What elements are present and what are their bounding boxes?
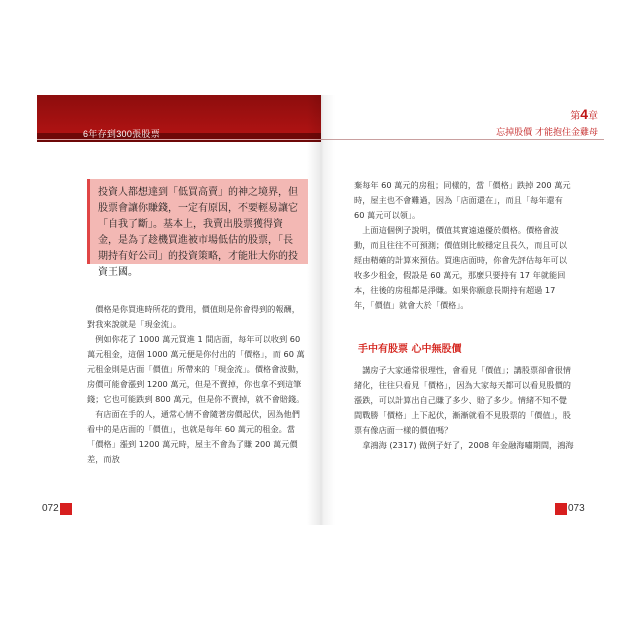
page-number-right: 073 [568, 503, 585, 514]
paragraph: 拿鴻海 (2317) 做例子好了，2008 年金融海嘯期間，鴻海 [362, 440, 574, 450]
paragraph: 例如你花了 1000 萬元買進 1 間店面，每年可以收到 60 萬元租金，這個 1000 萬元便是你付出的「價格」，而 60 萬元租金則是店面「價值」所帶來的「現金流」。價格會波動，房價可能會漲到 1200 萬元，但是不賣掉，你也拿不到這筆錢；它也可能跌到 800 萬元，但是你不賣掉，就不會賠錢。 [87, 334, 305, 404]
paragraph: 棄每年 60 萬元的房租；同樣的，當「價格」跌掉 200 萬元時，屋主也不會難過，因為「店面還在」，而且「每年還有 60 萬元可以領」。 [354, 180, 571, 220]
page-number-left: 072 [42, 503, 59, 514]
chapter-number: 4 [580, 106, 588, 122]
chapter-prefix: 第 [570, 111, 581, 122]
chapter-label [570, 106, 598, 122]
header-rule-right [321, 139, 604, 140]
paragraph: 講房子大家通常很理性，會看見「價值」；講股票卻會很情緒化，往往只看見「價格」，因為大家每天都可以看見股價的漲跌，可以計算出自己賺了多少、賠了多少。情緒不知不覺間戰勝「價格」上下起伏，漸漸就看不見股票的「價值」，股票有像店面一樣的價值嗎？ [354, 365, 571, 435]
paragraph: 上面這個例子說明，價值其實遠遠優於價格。價格會波動，而且往往不可預測；價值則比較穩定且長久，而且可以經由精確的計算來預估。買進店面時，你會先評估每年可以收多少租金，假設是 60 萬元，那麼只要持有 17 年就能回本，往後的房租都是淨賺。如果你願意長期持有超過 17 年，「價值」就會大於「價格」。 [354, 225, 567, 310]
left-body-text [87, 302, 307, 467]
series-title: 6年存到300張股票 [83, 129, 161, 139]
page-number-marker-right [555, 503, 567, 515]
right-body-text-bottom [354, 363, 574, 453]
chapter-suffix: 章 [588, 111, 598, 122]
header-rule [37, 139, 321, 140]
paragraph: 價格是你買進時所花的費用，價值則是你會得到的報酬，對我來說就是「現金流」。 [87, 304, 300, 329]
page-number-marker-left [60, 503, 72, 515]
header-band [37, 133, 321, 142]
right-body-text-top [354, 178, 574, 313]
book-spread [37, 95, 604, 525]
section-heading: 手中有股票 心中無股價 [358, 344, 462, 355]
paragraph: 有店面在手的人，通常心情不會隨著房價起伏，因為他們看中的是店面的「價值」，也就是每年 60 萬元的租金。當「價格」漲到 1200 萬元時，屋主不會為了賺 200 萬元價差，而放 [87, 409, 300, 464]
left-header-bar [37, 95, 321, 142]
callout-text: 投資人都想達到「低買高賣」的神之境界，但股票會讓你賺錢，一定有原因，不要輕易讓它「自我了斷」。基本上，我賣出股票獲得資金，是為了趁機買進被市場低估的股票，「長期持有好公司」的投資策略，才能壯大你的投資王國。 [98, 187, 298, 278]
chapter-subtitle: 忘掉股價 才能抱住金雞母 [496, 128, 598, 138]
gutter-shadow [307, 95, 335, 525]
callout-box [87, 179, 308, 278]
